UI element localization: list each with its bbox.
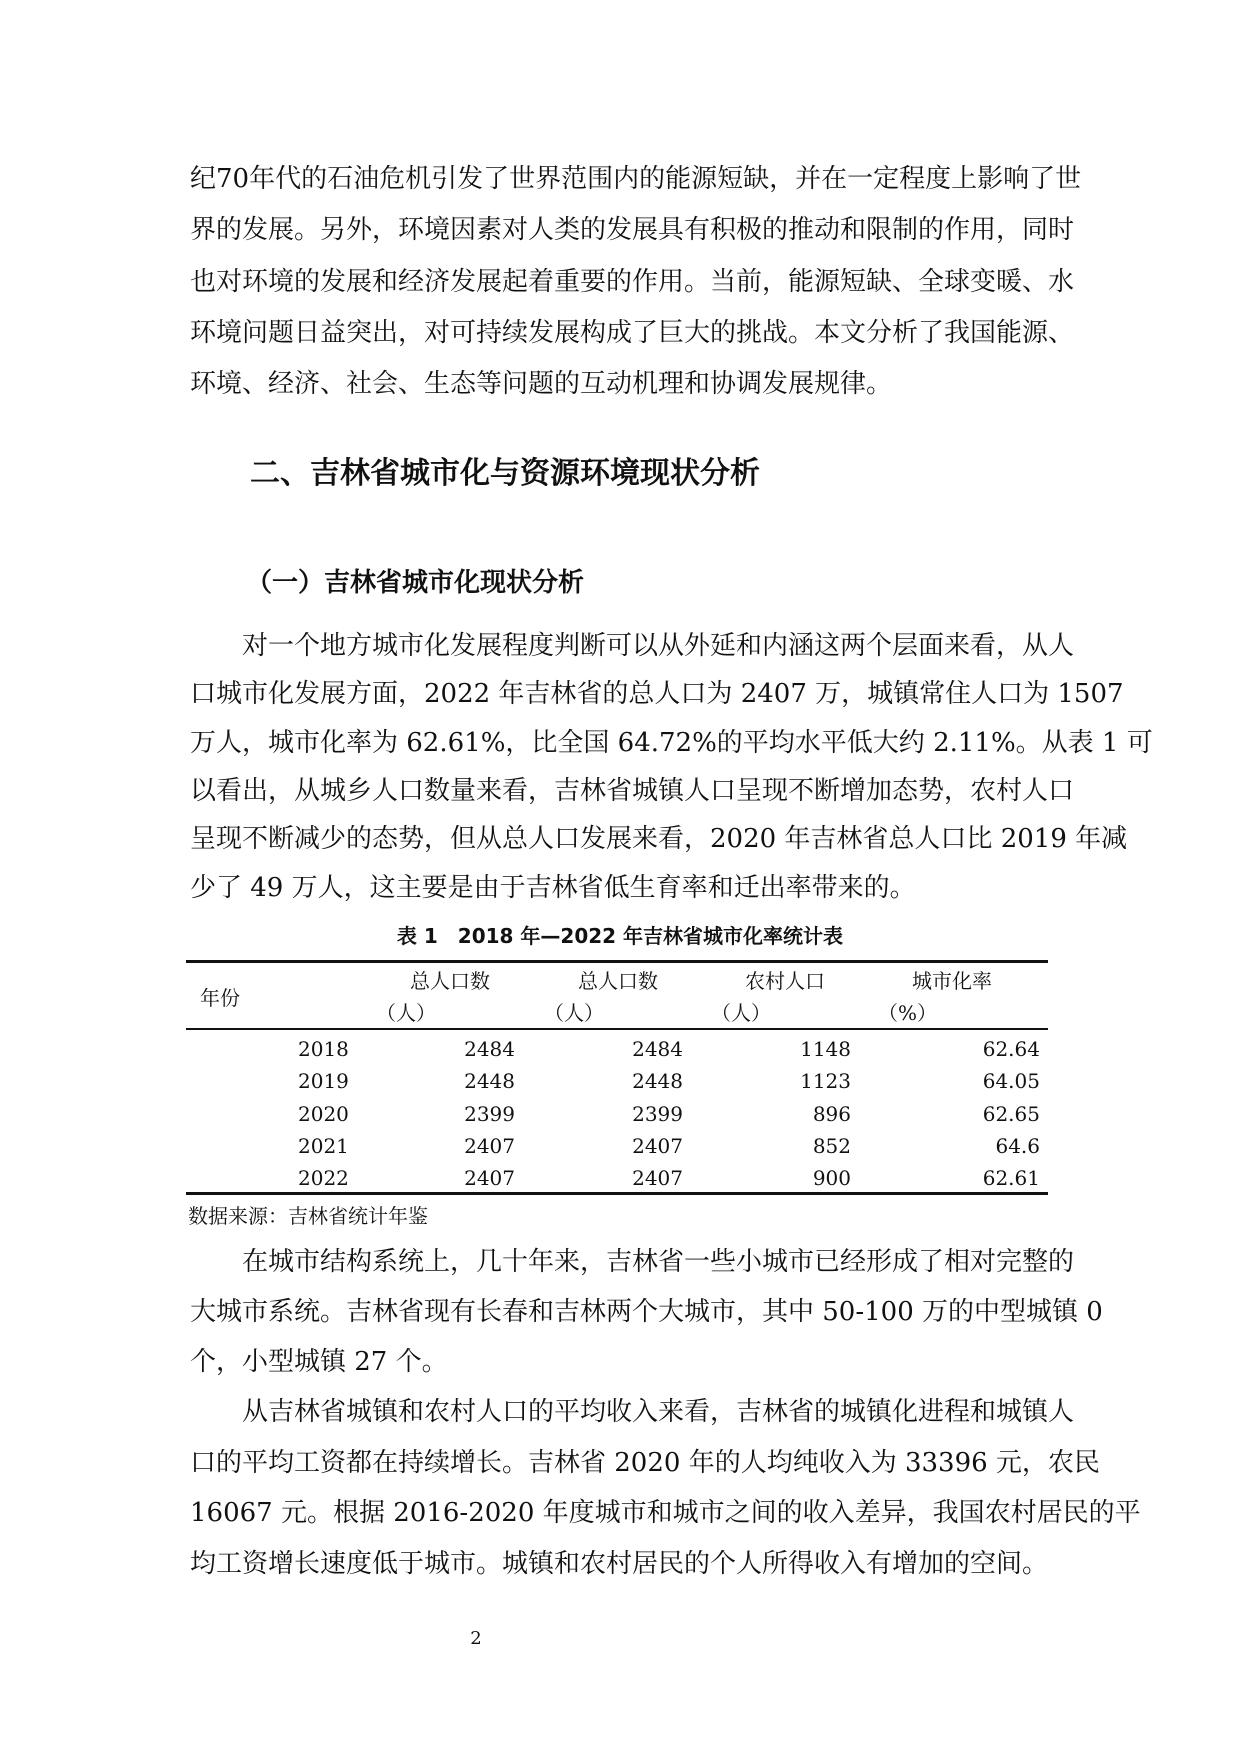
table-cell: 64.05 bbox=[982, 1069, 1040, 1094]
text-line: 纪70年代的石油危机引发了世界范围内的能源短缺，并在一定程度上影响了世 bbox=[190, 164, 1082, 194]
table-cell: 2448 bbox=[632, 1069, 683, 1094]
table-bottom-rule bbox=[186, 1192, 1048, 1195]
text-line: 环境问题日益突出，对可持续发展构成了巨大的挑战。本文分析了我国能源、 bbox=[190, 317, 1075, 348]
text-line: 万人，城市化率为 62.61%，比全国 64.72%的平均水平低大约 2.11%。从表 1 可 bbox=[190, 727, 1153, 758]
table-cell: 62.65 bbox=[982, 1101, 1040, 1126]
text-line: 从吉林省城镇和农村人口的平均收入来看，吉林省的城镇化进程和城镇人 bbox=[242, 1397, 1075, 1427]
table-cell: 62.64 bbox=[982, 1037, 1040, 1061]
column-unit: （人） bbox=[544, 1001, 604, 1025]
table-cell: 2399 bbox=[464, 1101, 515, 1126]
table-cell-year: 2022 bbox=[298, 1166, 349, 1191]
table-cell: 900 bbox=[812, 1166, 851, 1191]
table-cell-year: 2019 bbox=[298, 1069, 349, 1094]
text-line: 界的发展。另外，环境因素对人类的发展具有积极的推动和限制的作用，同时 bbox=[190, 215, 1075, 246]
column-unit: （人） bbox=[711, 1001, 771, 1025]
column-header: 农村人口 bbox=[745, 969, 825, 993]
column-header: 总人口数 bbox=[578, 969, 658, 993]
text-line: 口的平均工资都在持续增长。吉林省 2020 年的人均纯收入为 33396 元，农民 bbox=[190, 1447, 1100, 1478]
text-line: 对一个地方城市化发展程度判断可以从外延和内涵这两个层面来看，从人 bbox=[242, 631, 1075, 661]
text-line: 在城市结构系统上，几十年来，吉林省一些小城市已经形成了相对完整的 bbox=[242, 1247, 1075, 1277]
table-cell: 62.61 bbox=[982, 1166, 1040, 1191]
table-cell: 1123 bbox=[800, 1069, 851, 1094]
text-line: 均工资增长速度低于城市。城镇和农村居民的个人所得收入有增加的空间。 bbox=[190, 1548, 1049, 1579]
table-cell: 64.6 bbox=[995, 1133, 1040, 1158]
table-cell: 2484 bbox=[632, 1037, 683, 1061]
table-caption: 表 1 2018 年—2022 年吉林省城市化率统计表 bbox=[396, 924, 844, 948]
table-cell-year: 2021 bbox=[298, 1133, 349, 1158]
column-unit: （%） bbox=[878, 1001, 938, 1025]
subsection-heading: （一）吉林省城市化现状分析 bbox=[246, 568, 585, 598]
text-line: 以看出，从城乡人口数量来看，吉林省城镇人口呈现不断增加态势，农村人口 bbox=[190, 775, 1075, 806]
column-header: 年份 bbox=[200, 986, 240, 1010]
section-heading: 二、吉林省城市化与资源环境现状分析 bbox=[250, 456, 760, 491]
text-line: 环境、经济、社会、生态等问题的互动机理和协调发展规律。 bbox=[190, 369, 893, 400]
table-cell-year: 2020 bbox=[298, 1101, 349, 1126]
text-line: 呈现不断减少的态势，但从总人口发展来看，2020 年吉林省总人口比 2019 年减 bbox=[190, 824, 1128, 855]
table-cell: 1148 bbox=[800, 1037, 851, 1061]
table-cell: 2484 bbox=[464, 1037, 515, 1061]
text-line: 16067 元。根据 2016-2020 年度城市和城市之间的收入差异，我国农村居民的平 bbox=[190, 1498, 1141, 1528]
text-line: 大城市系统。吉林省现有长春和吉林两个大城市，其中 50-100 万的中型城镇 0 bbox=[190, 1297, 1103, 1327]
text-line: 口城市化发展方面，2022 年吉林省的总人口为 2407 万，城镇常住人口为 1507 bbox=[190, 679, 1124, 710]
text-line: 少了 49 万人，这主要是由于吉林省低生育率和迁出率带来的。 bbox=[190, 872, 916, 903]
text-line: 个，小型城镇 27 个。 bbox=[190, 1347, 448, 1377]
table-cell: 896 bbox=[812, 1101, 851, 1126]
table-cell: 2407 bbox=[632, 1133, 683, 1158]
column-unit: （人） bbox=[376, 1001, 436, 1025]
table-cell: 2448 bbox=[464, 1069, 515, 1094]
text-line: 也对环境的发展和经济发展起着重要的作用。当前，能源短缺、全球变暖、水 bbox=[190, 266, 1075, 297]
table-cell: 2407 bbox=[464, 1133, 515, 1158]
table-source: 数据来源：吉林省统计年鉴 bbox=[188, 1204, 428, 1228]
table-cell: 2407 bbox=[464, 1166, 515, 1191]
table-top-rule bbox=[186, 960, 1048, 963]
column-header: 城市化率 bbox=[912, 969, 992, 993]
table-cell: 2399 bbox=[632, 1101, 683, 1126]
table-cell-year: 2018 bbox=[298, 1037, 349, 1061]
table-cell: 852 bbox=[812, 1133, 851, 1158]
page-number: 2 bbox=[470, 1628, 482, 1649]
column-header: 总人口数 bbox=[410, 969, 490, 993]
table-cell: 2407 bbox=[632, 1166, 683, 1191]
table-header-rule bbox=[186, 1028, 1048, 1030]
